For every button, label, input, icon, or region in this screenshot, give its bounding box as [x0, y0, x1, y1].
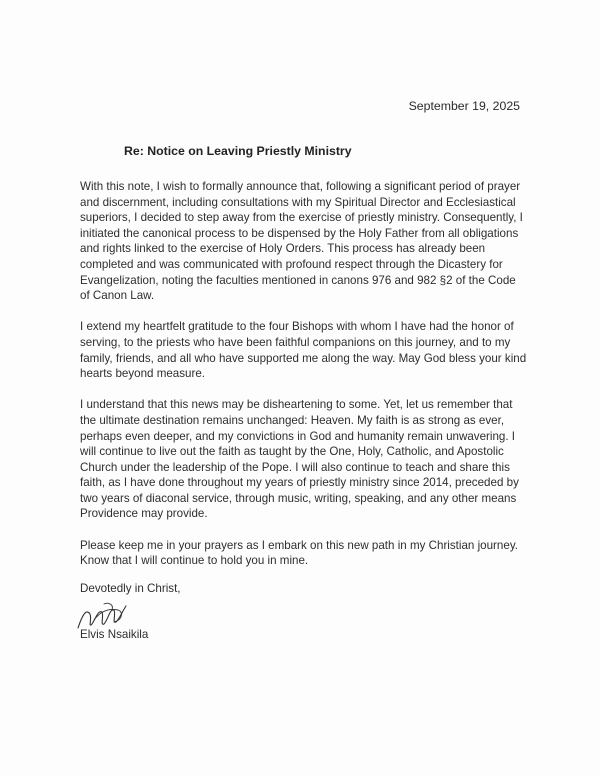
signer-name: Elvis Nsaikila [80, 628, 149, 641]
letter-body [80, 179, 528, 584]
letter-closing: Devotedly in Christ, [80, 582, 181, 595]
paragraph-gratitude: I extend my heartfelt gratitude to the four Bishops with whom I have had the honor of serving, to the priests who have been faithful companions on this journey, and to my family, friends, and all who have supported me along the way. May God bless your kind hearts beyond measure. [80, 320, 527, 381]
letter-subject: Re: Notice on Leaving Priestly Ministry [124, 144, 352, 158]
paragraph-prayers: Please keep me in your prayers as I embark on this new path in my Christian journey. Know that I will continue to hold you in mine. [80, 538, 518, 568]
paragraph-faith: I understand that this news may be disheartening to some. Yet, let us remember that the ultimate destination remains unchanged: Heaven. My faith is as strong as ever, perhaps even deeper, and my convictions in God and humanity remain unwavering. I will continue to live out the faith as taught by the One, Holy, Catholic, and Apostolic Church under the leadership of the Pope. I will also continue to teach and share this faith, as I have done throughout my years of priestly ministry since 2014, preceded by two years of diaconal service, through music, writing, speaking, and any other means Providence may provide. [80, 398, 519, 521]
letter-date: September 19, 2025 [408, 99, 520, 113]
paragraph-announcement: With this note, I wish to formally announce that, following a significant period of prayer and discernment, including consultations with my Spiritual Director and Ecclesiastical superiors, I decided to step away from the exercise of priestly ministry. Consequently, I initiated the canonical process to be dispensed by the Holy Father from all obligations and rights linked to the exercise of Holy Orders. This process has already been completed and was communicated with profound respect through the Dicastery for Evangelization, noting the faculties mentioned in canons 976 and 982 §2 of the Code of Canon Law. [80, 180, 523, 303]
